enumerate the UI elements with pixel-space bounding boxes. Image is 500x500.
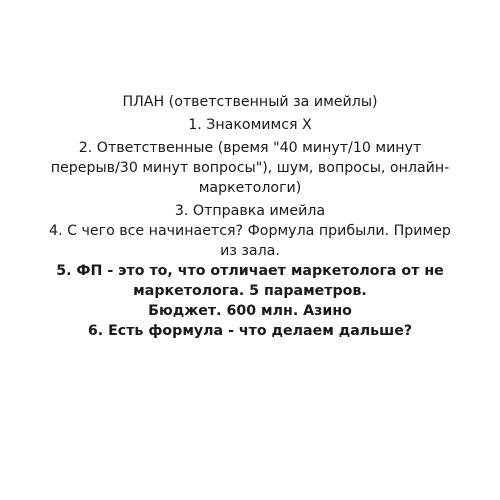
plan-heading: ПЛАН (ответственный за имейлы) <box>122 94 378 110</box>
plan-item-budget: Бюджет. 600 млн. Азино <box>148 303 352 319</box>
plan-item-3: 3. Отправка имейла <box>174 203 326 219</box>
plan-item-5: 5. ФП - это то, что отличает маркетолога от не маркетолога. 5 параметров. <box>56 263 444 299</box>
plan-item-2: 2. Ответственные (время "40 минут/10 минут перерыв/30 минут вопросы"), шум, вопросы, онлайн-маркетологи) <box>50 140 450 196</box>
document-body <box>40 92 460 341</box>
plan-item-1: 1. Знакомимся Х <box>188 117 312 133</box>
plan-item-6: 6. Есть формула - что делаем дальше? <box>87 323 413 339</box>
plan-item-4: 4. С чего все начинается? Формула прибыли. Пример из зала. <box>49 223 451 259</box>
